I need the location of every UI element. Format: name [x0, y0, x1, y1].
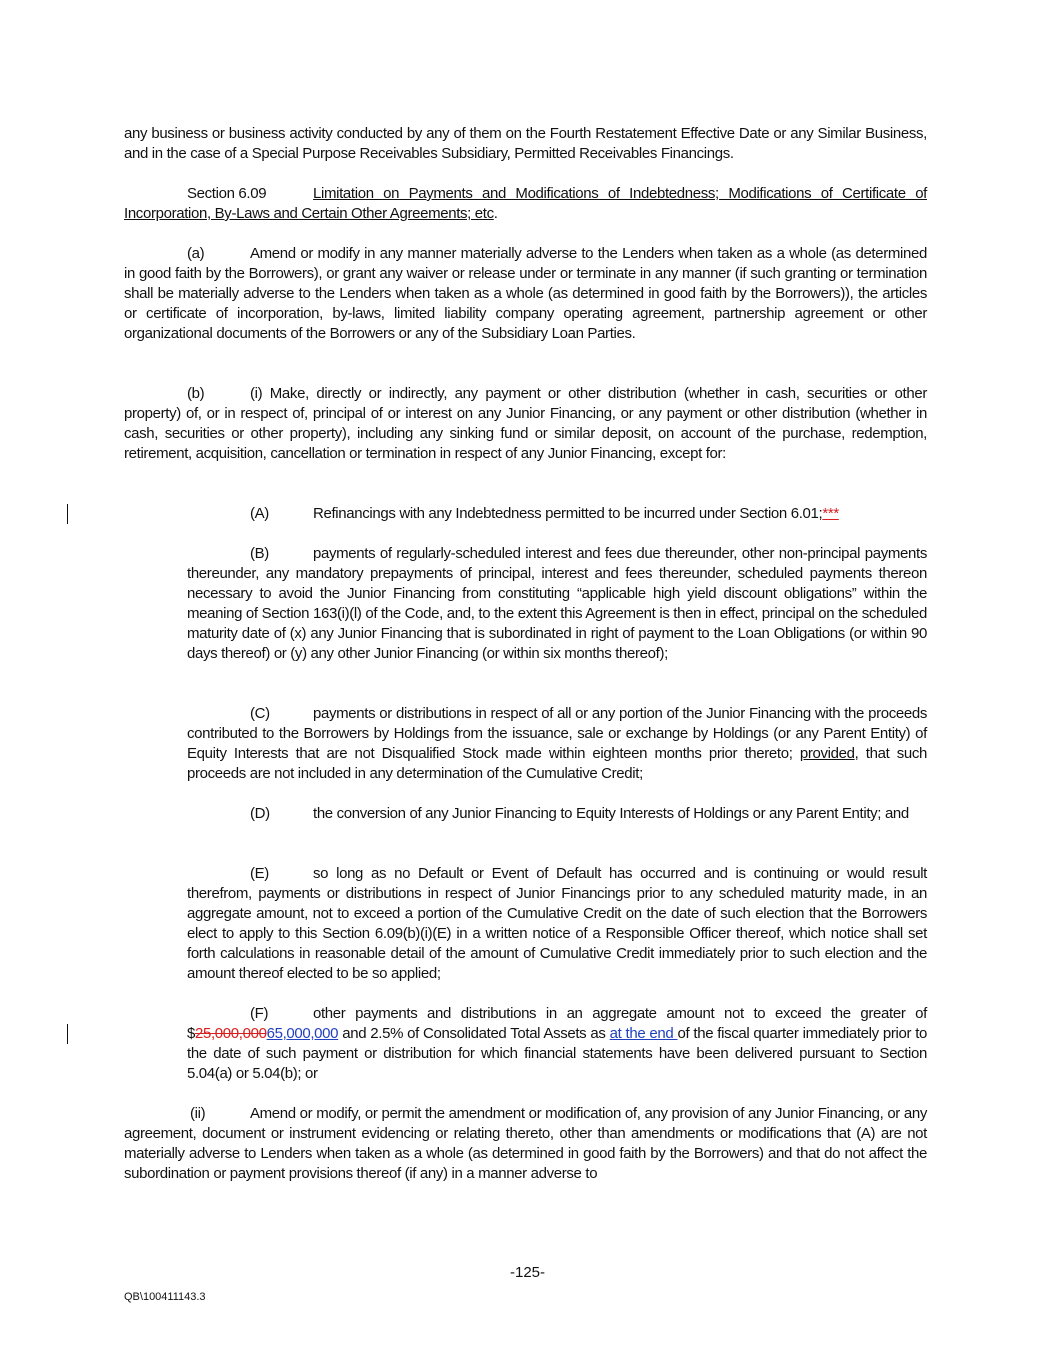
subclause-D: [187, 804, 927, 824]
subclause-E-text: so long as no Default or Event of Default has occurred and is continuing or would result therefrom, payments or distributions in respect of Junior Financings prior to any scheduled maturity made, in an aggregate amount, not to exceed a portion of the Cumulative Credit on the date of such election that the Borrowers elect to apply to this Section 6.09(b)(i)(E) in a written notice of a Responsible Officer thereof, which notice shall set forth calculations in reasonable detail of the amount of Cumulative Credit immediately prior to such election and the amount thereof elected to be so applied;: [187, 865, 927, 982]
intro-text: any business or business activity conducted by any of them on the Fourth Restatement Effective Date or any Similar Business, and in the case of a Special Purpose Receivables Subsidiary, Permitted Receivables Financings.: [124, 125, 927, 162]
subclause-F-text-2: and 2.5% of Consolidated Total Assets as: [338, 1025, 610, 1042]
subclause-B-label: (B): [250, 545, 269, 562]
subclause-B-text: payments of regularly-scheduled interest and fees due thereunder, other non-principal payments thereunder, any mandatory prepayments of principal, interest and fees thereunder, scheduled payments thereon necessary to avoid the Junior Financing from constituting “applicable high yield discount obligations” within the meaning of Section 163(i)(l) of the Code, and, to the extent this Agreement is then in effect, principal on the scheduled maturity date of (x) any Junior Financing that is subordinated in right of payment to the Loan Obligations (or within 90 days thereof) or (y) any other Junior Financing (or within six months thereof);: [187, 545, 927, 662]
section-number: Section 6.09: [187, 185, 267, 202]
clause-b-label: (b): [187, 385, 205, 402]
deleted-amount: 25,000,000: [195, 1025, 267, 1042]
subclause-C-label: (C): [250, 705, 270, 722]
section-heading: [124, 184, 927, 224]
inserted-phrase: at the end: [609, 1025, 678, 1042]
subclause-A-label: (A): [250, 505, 269, 522]
clause-b-text: (i) Make, directly or indirectly, any payment or other distribution (whether in cash, securities or other property) of, or in respect of, principal of or interest on any Junior Financing, or any payment or other distribution (whether in cash, securities or other property), including any sinking fund or similar deposit, on account of the purchase, redemption, retirement, acquisition, cancellation or termination in respect of any Junior Financing, except for:: [124, 385, 927, 462]
clause-ii-label: (ii): [190, 1105, 206, 1122]
page-number: -125-: [509, 1264, 546, 1281]
clause-a: [124, 244, 927, 344]
subclause-D-label: (D): [250, 805, 270, 822]
inserted-amount: 65,000,000: [266, 1025, 339, 1042]
clause-b: [124, 384, 927, 464]
subclause-A: [187, 504, 927, 524]
subclause-F-text: other payments and distributions in an aggregate amount not to exceed the greater of $: [187, 1005, 927, 1042]
revision-change-bar: [67, 504, 68, 524]
provided-term: provided: [799, 745, 855, 762]
clause-ii: [124, 1104, 927, 1184]
subclause-C-text-end: , that such proceeds are not included in any determination of the Cumulative Credit;: [187, 745, 927, 782]
subclause-E: [187, 864, 927, 984]
subclause-E-label: (E): [250, 865, 269, 882]
subclause-F: [187, 1004, 927, 1084]
subclause-C-text: payments or distributions in respect of all or any portion of the Junior Financing with the proceeds contributed to the Borrowers by Holdings from the issuance, sale or exchange by Holdings (or any Parent Entity) of Equity Interests that are not Disqualified Stock made within eighteen months prior thereto;: [187, 705, 927, 762]
inserted-text: ***: [822, 505, 839, 522]
intro-paragraph: [124, 124, 927, 164]
subclause-B: [187, 544, 927, 664]
subclause-A-text: Refinancings with any Indebtedness permitted to be incurred under Section 6.01;: [313, 505, 823, 522]
revision-change-bar: [67, 1024, 68, 1044]
subclause-C: [187, 704, 927, 784]
subclause-F-text-3: of the fiscal quarter immediately prior to the date of such payment or distribution for which financial statements have been delivered pursuant to Section 5.04(a) or 5.04(b); or: [187, 1025, 927, 1082]
document-id: QB\100411143.3: [124, 1291, 206, 1303]
clause-a-text: Amend or modify in any manner materially adverse to the Lenders when taken as a whole (as determined in good faith by the Borrowers), or grant any waiver or release under or terminate in any manner (if such granting or termination shall be materially adverse to the Lenders when taken as a whole (as determined in good faith by the Borrowers)), the articles or certificate of incorporation, by-laws, limited liability company operating agreement, partnership agreement or other organizational documents of the Borrowers or any of the Subsidiary Loan Parties.: [124, 245, 927, 342]
section-title: Limitation on Payments and Modifications of Indebtedness; Modifications of Certificate of Incorporation, By-Laws and Certain Other Agreements; etc: [124, 185, 927, 222]
section-title-end: .: [493, 205, 498, 222]
clause-a-label: (a): [187, 245, 205, 262]
clause-ii-text: Amend or modify, or permit the amendment or modification of, any provision of any Junior Financing, or any agreement, document or instrument evidencing or relating thereto, other than amendments or modifications that (A) are not materially adverse to Lenders when taken as a whole (as determined in good faith by the Borrowers) and that do not affect the subordination or payment provisions thereof (if any) in a manner adverse to: [124, 1105, 927, 1182]
subclause-F-label: (F): [250, 1005, 269, 1022]
subclause-D-text: the conversion of any Junior Financing to Equity Interests of Holdings or any Parent Entity; and: [313, 805, 909, 822]
